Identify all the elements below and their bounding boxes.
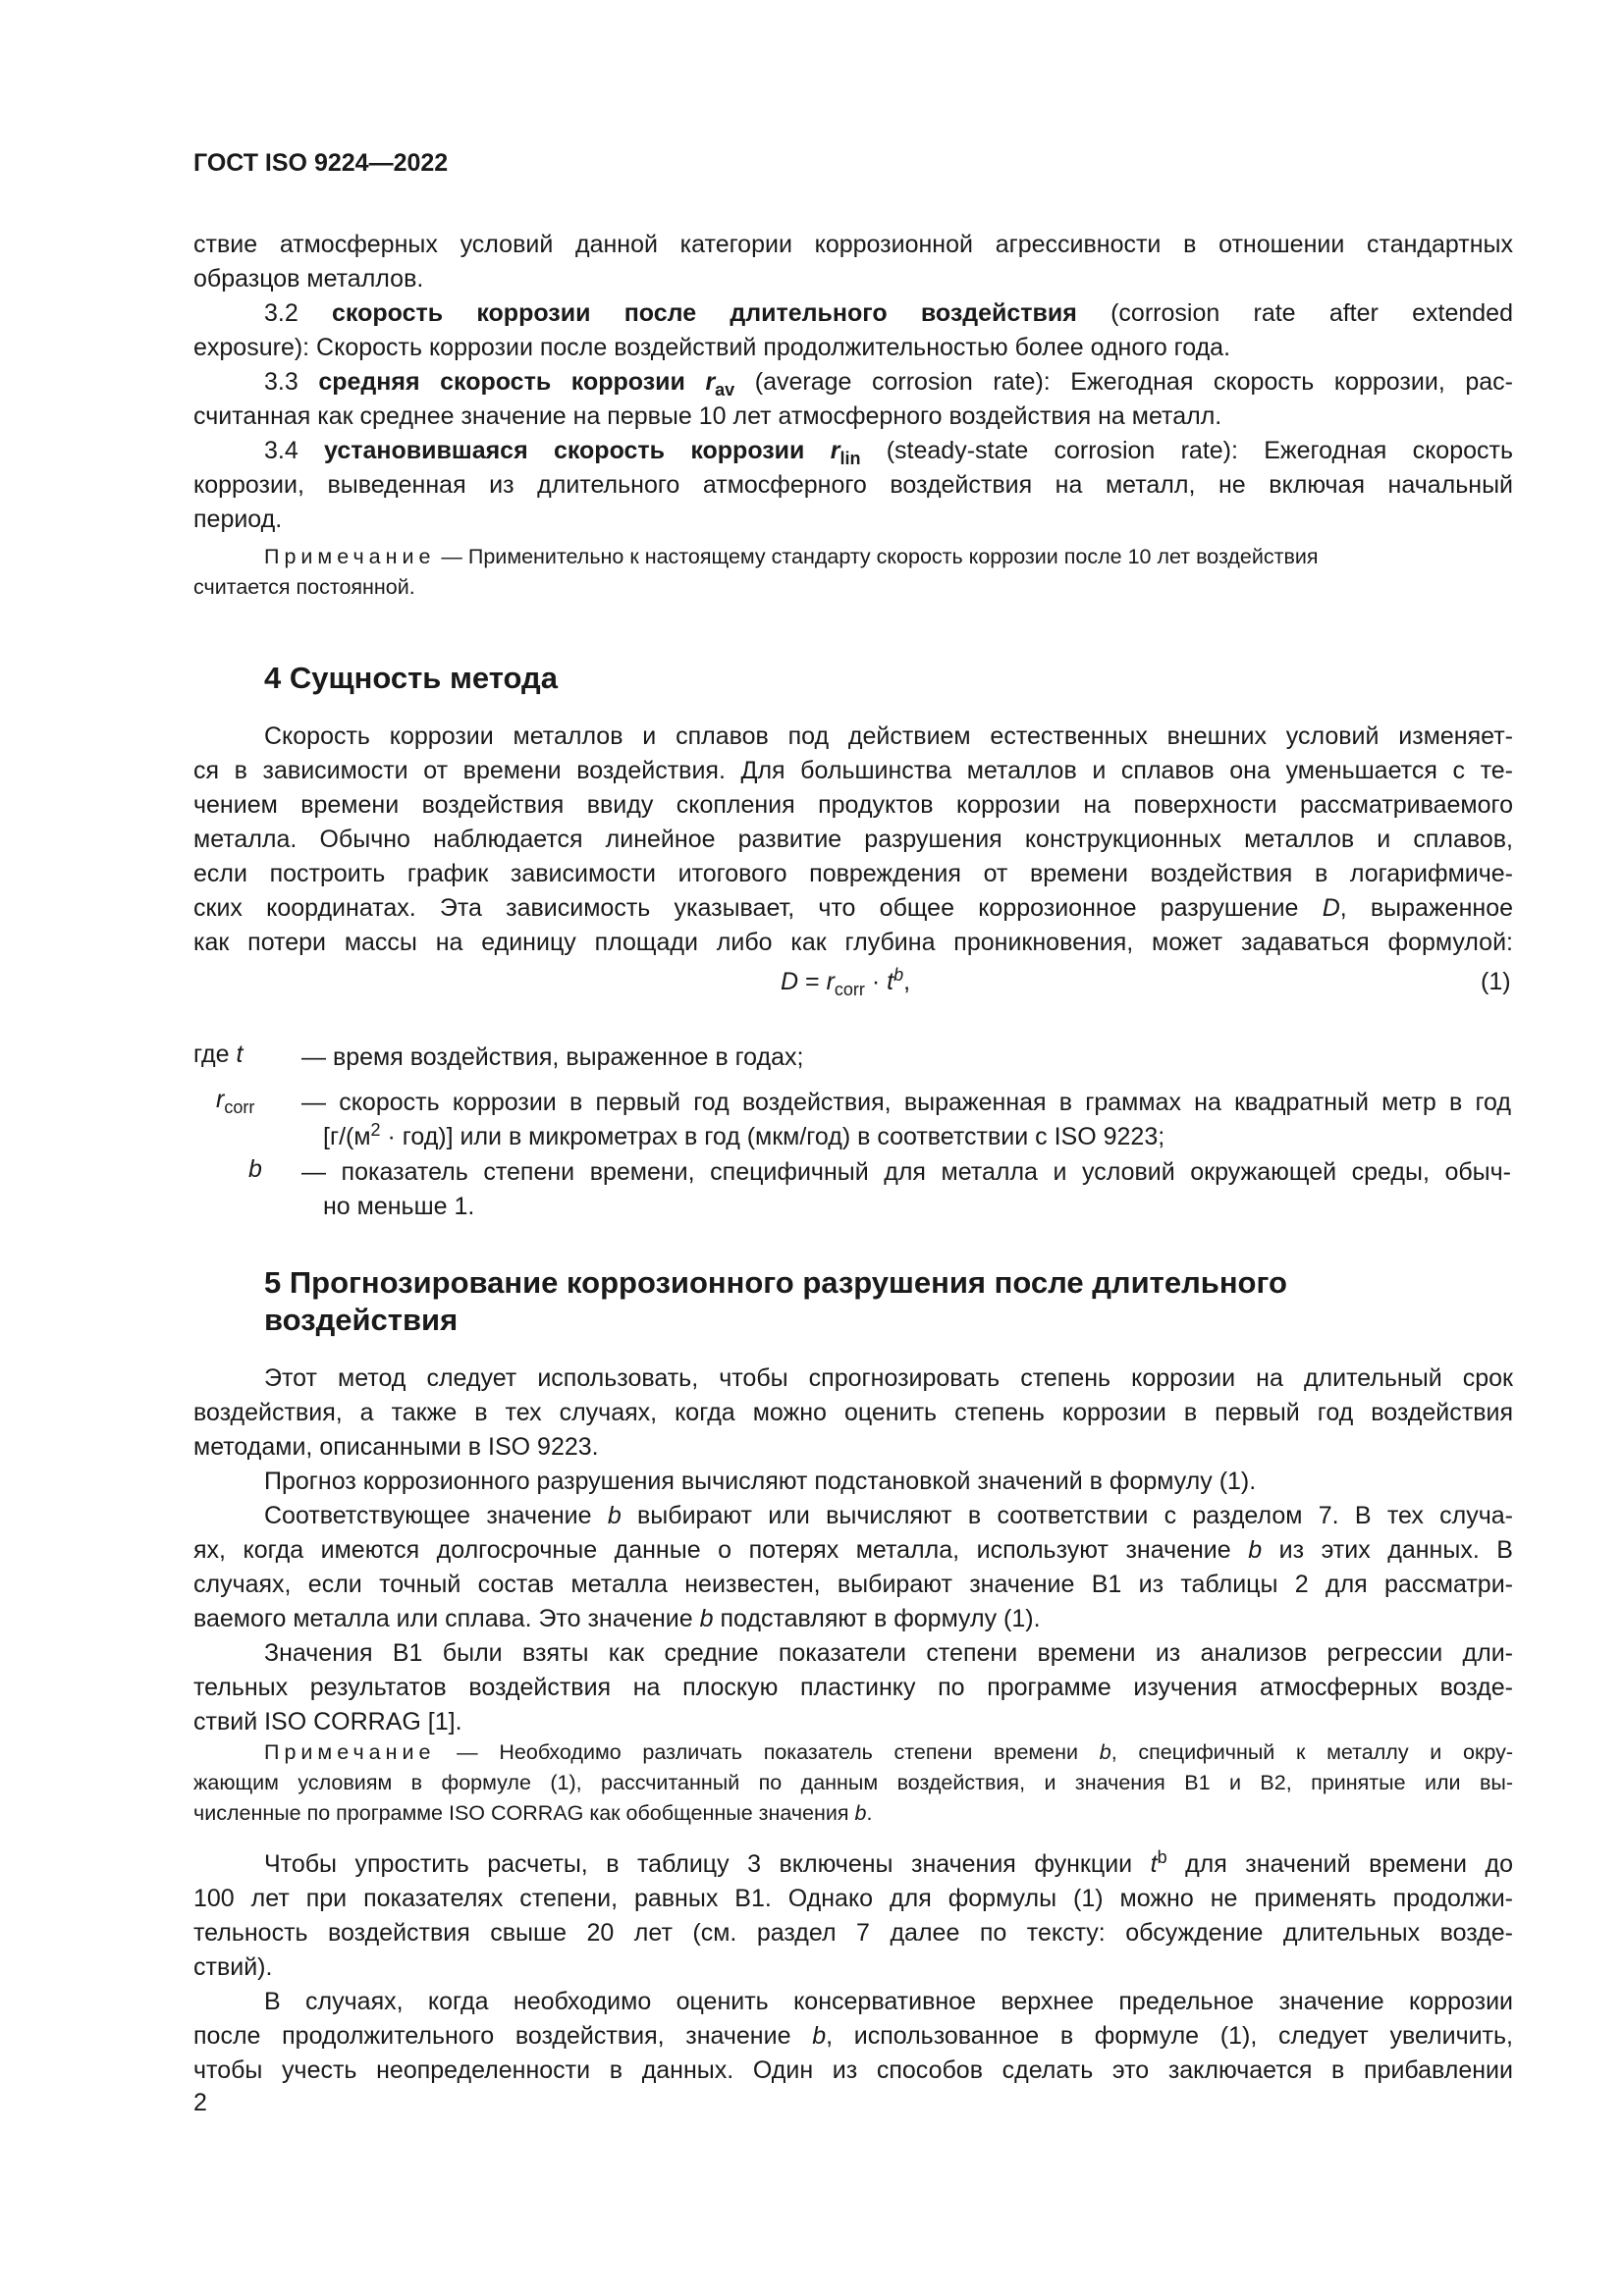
text-line: Примечание — Необходимо различать показатель степени времени b, специфичный к металлу и окру- <box>264 1740 1513 1764</box>
text-line: воздействия, а также в тех случаях, когда можно оценить степень коррозии в первый год воздействия <box>193 1399 1513 1426</box>
term-3-2 <box>193 296 1513 365</box>
text-line: если построить график зависимости итогового повреждения от времени воздействия в логарифмиче- <box>193 860 1513 887</box>
text-line: — скорость коррозии в первый год воздействия, выраженная в граммах на квадратный метр в год <box>301 1089 1511 1116</box>
term-name: скорость коррозии после длительного воздействия <box>332 299 1077 327</box>
term-3-4 <box>193 434 1513 537</box>
note-label: Примечание <box>264 1740 436 1764</box>
formula-1: $D = r_{corr} \cdot t^b$, <box>781 965 911 999</box>
text-line: коррозии, выведенная из длительного атмосферного воздействия на металл, не включая начальный <box>193 471 1513 499</box>
text-line: — время воздействия, выраженное в годах; <box>301 1043 804 1071</box>
formula-number: (1) <box>1481 968 1511 995</box>
section-4-paragraph <box>193 720 1513 960</box>
text-line: ся в зависимости от времени воздействия. Для большинства металлов и сплавов она уменьшается с те- <box>193 757 1513 784</box>
text-line: ствий). <box>193 1953 273 1981</box>
definition-t <box>301 1041 1511 1075</box>
text-line: $[г/(м^2 \cdot год)]$ или в микрометрах в год (мкм/год) в соответствии с ISO 9223; <box>323 1120 1165 1150</box>
text-line: образцов металлов. <box>193 265 424 293</box>
note-1 <box>193 542 1513 603</box>
text-line: но меньше 1. <box>323 1193 475 1220</box>
text-line: Соответствующее значение b выбирают или вычисляют в соответствии с разделом 7. В тех случа- <box>264 1502 1513 1529</box>
text-line: численные по программе ISO CORRAG как обобщенные значения b. <box>193 1801 873 1825</box>
text-line: 100 лет при показателях степени, равных B1. Однако для формулы (1) можно не применять продолжи- <box>193 1885 1513 1912</box>
text-line: 3.2 скорость коррозии после длительного воздействия (corrosion rate after extended <box>264 299 1513 327</box>
text-line: случаях, если точный состав металла неизвестен, выбирают значение B1 из таблицы 2 для рассматри- <box>193 1571 1513 1598</box>
text-line: В случаях, когда необходимо оценить консервативное верхнее предельное значение коррозии <box>264 1988 1513 2015</box>
definition-r-symbol: $r_{corr}$ <box>216 1086 255 1117</box>
section-5-paragraph-2 <box>193 1847 1513 2088</box>
text-line: металла. Обычно наблюдается линейное развитие разрушения конструкционных металлов и сплавов, <box>193 826 1513 853</box>
section-4-heading: 4 Сущность метода <box>264 661 558 695</box>
text-line: тельность воздействия свыше 20 лет (см. раздел 7 далее по тексту: обсуждение длительных возде- <box>193 1919 1513 1947</box>
definition-b <box>301 1155 1511 1224</box>
text-line: считанная как среднее значение на первые 10 лет атмосферного воздействия на металл. <box>193 402 1222 430</box>
text-line: Прогноз коррозионного разрушения вычисляют подстановкой значений в формулу (1). <box>264 1468 1257 1495</box>
text-line: ствий ISO CORRAG [1]. <box>193 1708 462 1735</box>
text-line: считается постоянной. <box>193 575 415 599</box>
text-line: 3.4 установившаяся скорость коррозии $r_{lin}$ (steady-state corrosion rate): Ежегодная скорость <box>264 437 1513 468</box>
definition-r <box>301 1086 1511 1154</box>
text-line: период. <box>193 506 283 533</box>
document-code: ГОСТ ISO 9224—2022 <box>193 149 449 177</box>
text-line: Значения B1 были взяты как средние показатели степени времени из анализов регрессии дли- <box>264 1639 1513 1667</box>
text-line: 3.3 средняя скорость коррозии $r_{av}$ (average corrosion rate): Ежегодная скорость коррозии, рас- <box>264 368 1513 400</box>
text-line: ствие атмосферных условий данной категории коррозионной агрессивности в отношении стандартных <box>193 231 1513 258</box>
term-name: средняя скорость коррозии <box>318 368 685 396</box>
term-3-3 <box>193 365 1513 434</box>
text-line: Этот метод следует использовать, чтобы спрогнозировать степень коррозии на длительный срок <box>264 1364 1513 1392</box>
intro-paragraph <box>193 228 1513 296</box>
text-line: exposure): Скорость коррозии после воздействий продолжительностью более одного года. <box>193 334 1231 361</box>
text-line: тельных результатов воздействия на плоскую пластинку по программе изучения атмосферных возде- <box>193 1674 1513 1701</box>
text-line: — показатель степени времени, специфичный для металла и условий окружающей среды, обыч- <box>301 1158 1511 1186</box>
section-5-paragraph-1 <box>193 1362 1513 1739</box>
text-line: жающим условиям в формуле (1), рассчитанный по данным воздействия, и значения B1 и B2, принятые или вы- <box>193 1771 1513 1794</box>
definition-b-symbol: b <box>248 1155 262 1183</box>
note-label: Примечание <box>264 545 436 568</box>
text-line: чтобы учесть неопределенности в данных. Один из способов сделать это заключается в прибавлении <box>193 2056 1513 2084</box>
note-2 <box>193 1737 1513 1829</box>
text-line: Примечание — Применительно к настоящему стандарту скорость коррозии после 10 лет воздействия <box>264 545 1319 568</box>
text-line: Скорость коррозии металлов и сплавов под действием естественных внешних условий изменяет- <box>264 722 1513 750</box>
text-line: ях, когда имеются долгосрочные данные о потерях металла, используют значение b из этих данных. В <box>193 1536 1513 1564</box>
page-number: 2 <box>193 2089 207 2116</box>
text-line: ваемого металла или сплава. Это значение b подставляют в формулу (1). <box>193 1605 1041 1632</box>
section-5-heading: 5 Прогнозирование коррозионного разрушения после длительного воздействия <box>264 1265 1287 1337</box>
text-line: как потери массы на единицу площади либо как глубина проникновения, может задаваться формулой: <box>193 929 1513 956</box>
text-line: ских координатах. Эта зависимость указывает, что общее коррозионное разрушение D, выраженное <box>193 894 1514 922</box>
definition-where: где t <box>193 1041 244 1068</box>
term-name: установившаяся скорость коррозии <box>324 437 805 464</box>
text-line: Чтобы упростить расчеты, в таблицу 3 включены значения функции $t^b$ для значений времени до <box>264 1847 1514 1878</box>
text-line: методами, описанными в ISO 9223. <box>193 1433 599 1461</box>
text-line: после продолжительного воздействия, значение b, использованное в формуле (1), следует увеличить, <box>193 2022 1513 2050</box>
text-line: чением времени воздействия ввиду скопления продуктов коррозии на поверхности рассматриваемого <box>193 791 1513 819</box>
